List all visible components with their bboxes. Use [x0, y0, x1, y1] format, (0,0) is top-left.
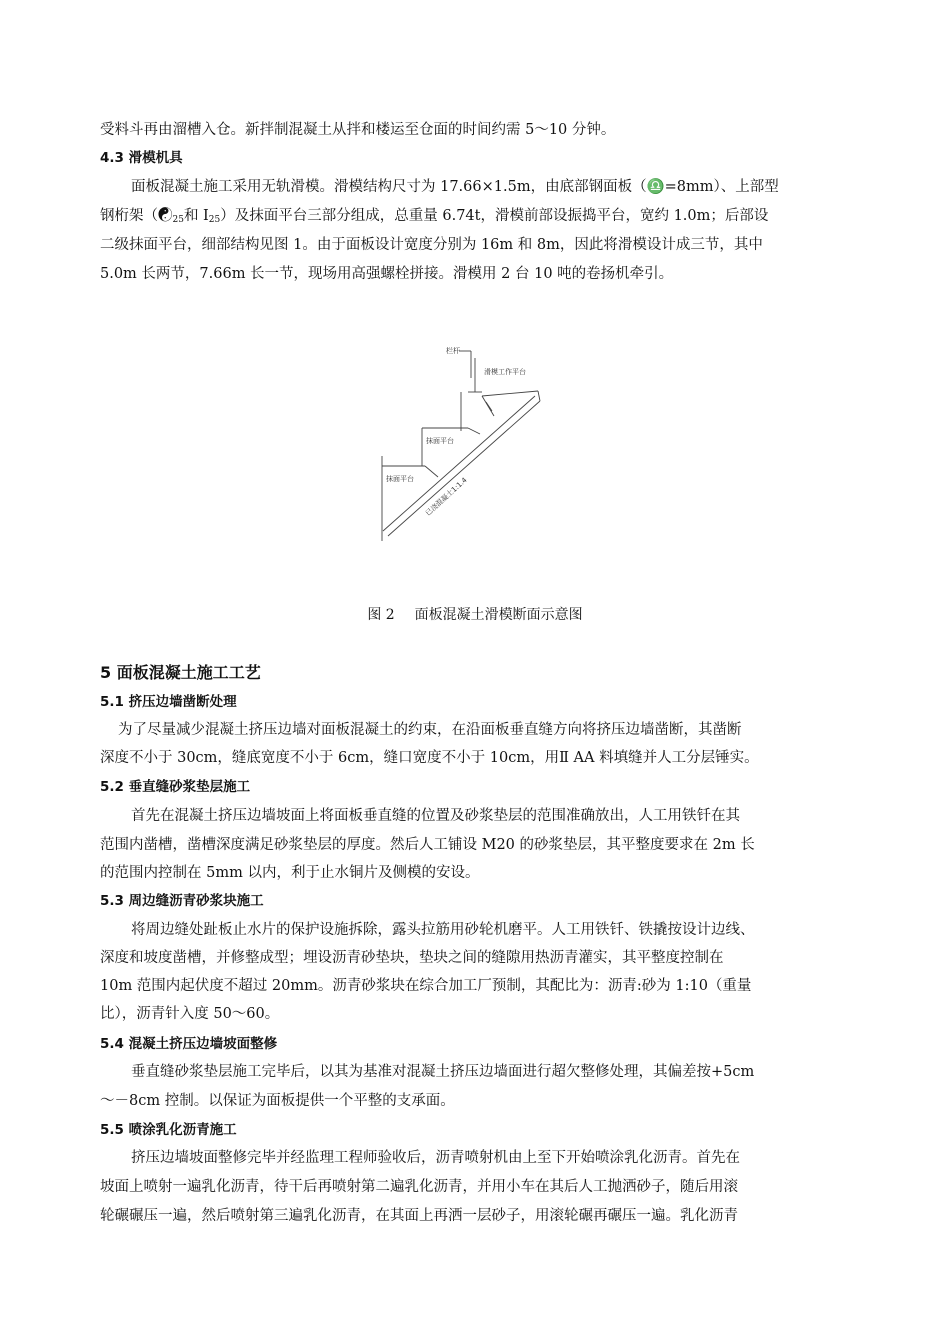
- paragraph-line: 垂直缝砂浆垫层施工完毕后，以其为基准对混凝土挤压边墙面进行超欠整修处理，其偏差按+5cm: [131, 1064, 755, 1080]
- paragraph-line: 将周边缝处趾板止水片的保护设施拆除，露头拉筋用砂轮机磨平。人工用铁钎、铁撬按设计边线、: [131, 922, 755, 938]
- concrete-slope-upper: [388, 401, 540, 536]
- paragraph-line: 为了尽量减少混凝土挤压边墙对面板混凝土的约束，在沿面板垂直缝方向将挤压边墙凿断，其凿断: [118, 722, 742, 738]
- truss-end: [538, 391, 540, 401]
- paragraph-line: 受料斗再由溜槽入仓。新拌制混凝土从拌和楼运至仓面的时间约需 5～10 分钟。: [100, 122, 616, 138]
- paragraph-line: 钢桁架（$☯_{25}$和 $I_{25}$）及抹面平台三部分组成，总重量 6.74t，滑模前部设振捣平台，宽约 1.0m；后部设: [100, 208, 769, 225]
- label-finishing-platform-lower: 抹面平台: [386, 475, 414, 483]
- section-heading-5: 5 面板混凝土施工工艺: [100, 663, 261, 682]
- label-rail: 栏杆: [446, 347, 460, 355]
- paragraph-line: 首先在混凝土挤压边墙坡面上将面板垂直缝的位置及砂浆垫层的范围准确放出，人工用铁钎在其: [131, 808, 740, 824]
- paragraph-line: 5.0m 长两节，7.66m 长一节，现场用高强螺栓拼接。滑模用 2 台 10 吨的卷扬机牵引。: [100, 266, 674, 282]
- paragraph-line: 轮碾碾压一遍，然后喷射第三遍乳化沥青，在其面上再洒一层砂子，用滚轮碾再碾压一遍。乳化沥青: [100, 1208, 738, 1224]
- label-concrete-slope: 已浇混凝土1:1.4: [423, 476, 469, 518]
- paragraph-line: 深度不小于 30cm，缝底宽度不小于 6cm，缝口宽度不小于 10cm，用Ⅱ AA 料填缝并人工分层锤实。: [100, 750, 759, 766]
- label-finishing-platform-upper: 抹面平台: [426, 437, 454, 445]
- paragraph-line: 坡面上喷射一遍乳化沥青，待干后再喷射第二遍乳化沥青，并用小车在其后人工抛洒砂子，随后用滚: [100, 1179, 738, 1195]
- figure-number: 图 2: [367, 607, 395, 623]
- paragraph-line: 10m 范围内起伏度不超过 20mm。沥青砂浆块在综合加工厂预制，其配比为：沥青:砂为 1:10（重量: [100, 978, 752, 994]
- section-heading-5-2: 5.2 垂直缝砂浆垫层施工: [100, 779, 251, 795]
- section-heading-4-3: 4.3 滑模机具: [100, 150, 183, 166]
- section-heading-5-1: 5.1 挤压边墙凿断处理: [100, 694, 237, 710]
- paragraph-line: 范围内凿槽，凿槽深度满足砂浆垫层的厚度。然后人工铺设 M20 的砂浆垫层，其平整度要求在 2m 长: [100, 837, 755, 853]
- truss-brace-2: [486, 402, 492, 411]
- paragraph-line: 二级抹面平台，细部结构见图 1。由于面板设计宽度分别为 16m 和 8m，因此将滑模设计成三节，其中: [100, 237, 763, 253]
- truss-top-chord: [482, 391, 538, 396]
- hanger-2: [425, 466, 438, 477]
- paragraph-line: 比），沥青针入度 50～60。: [100, 1006, 280, 1022]
- concrete-slope-lower: [383, 396, 535, 531]
- paragraph-line: 的范围内控制在 5mm 以内，利于止水铜片及侧模的安设。: [100, 865, 480, 881]
- paragraph-line: ～－8cm 控制。以保证为面板提供一个平整的支承面。: [100, 1093, 455, 1109]
- figure-caption: [0, 604, 950, 624]
- section-heading-5-3: 5.3 周边缝沥青砂浆块施工: [100, 893, 264, 909]
- label-work-platform: 滑模工作平台: [484, 368, 526, 376]
- section-heading-5-5: 5.5 喷涂乳化沥青施工: [100, 1122, 237, 1138]
- paragraph-line: 深度和坡度凿槽，并修整成型；埋设沥青砂垫块，垫块之间的缝隙用热沥青灌实，其平整度控制在: [100, 950, 724, 966]
- truss-brace: [482, 396, 494, 416]
- slipform-cross-section-figure: [370, 336, 550, 546]
- figure-caption-text: 面板混凝土滑模断面示意图: [414, 607, 583, 623]
- hanger-1: [468, 428, 480, 434]
- paragraph-line: 面板混凝土施工采用无轨滑模。滑模结构尺寸为 17.66×1.5m，由底部钢面板（♎=8mm）、上部型: [131, 179, 779, 195]
- paragraph-line: 挤压边墙坡面整修完毕并经监理工程师验收后，沥青喷射机由上至下开始喷涂乳化沥青。首先在: [131, 1150, 740, 1166]
- section-heading-5-4: 5.4 混凝土挤压边墙坡面整修: [100, 1036, 278, 1052]
